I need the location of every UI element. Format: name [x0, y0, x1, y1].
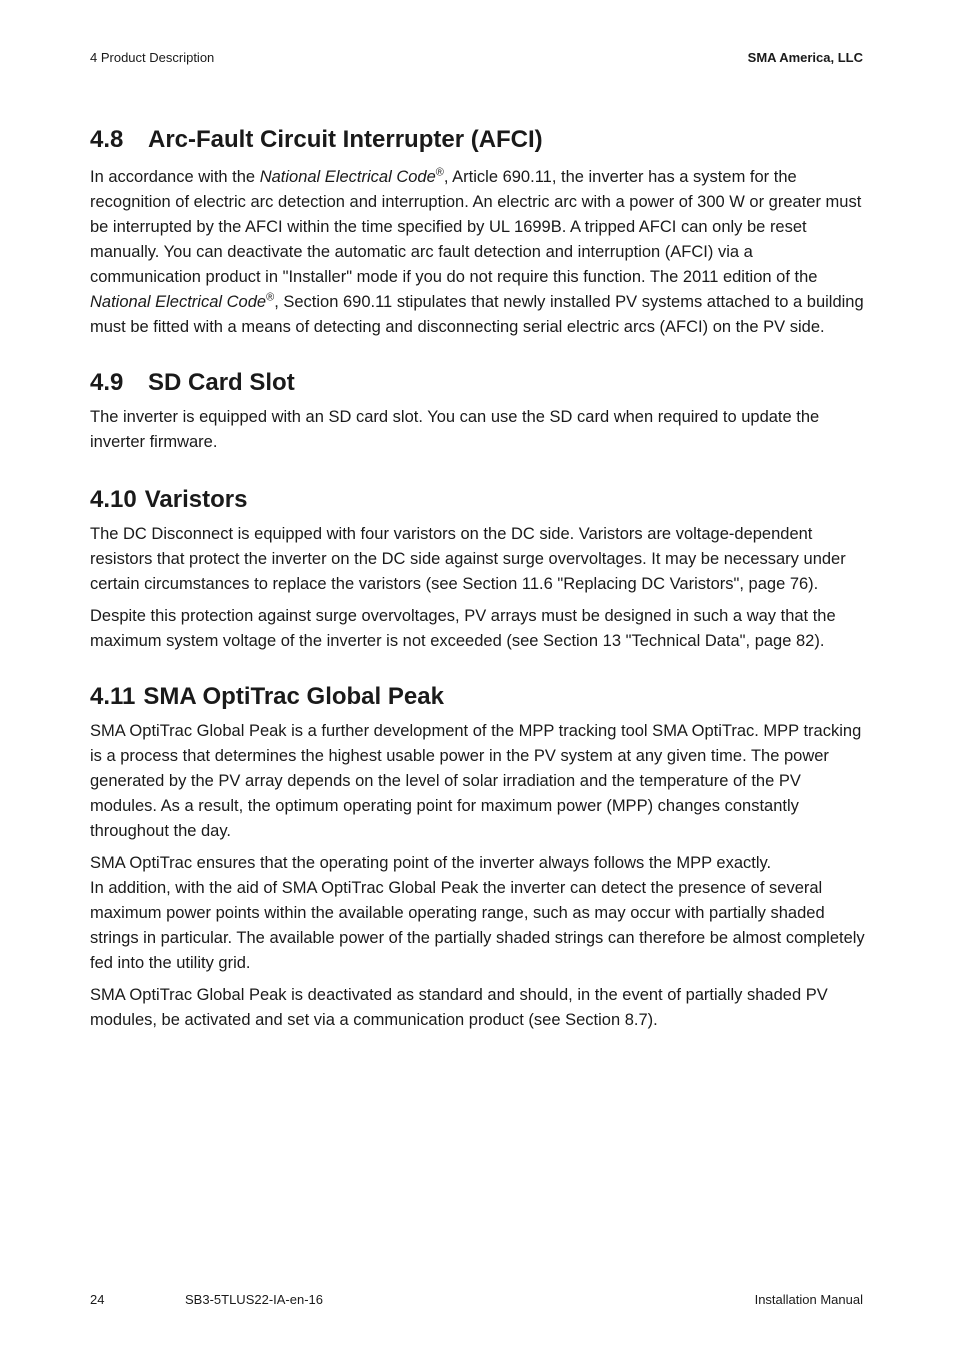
paragraph: SMA OptiTrac Global Peak is a further development of the MPP tracking tool SMA OptiTrac. MPP tracking is a process that determines the highest usable power in the PV system at any given time. The power generated by the PV array depends on the level of solar irradiation and the temperature of the PV modules. As a result, the optimum operating point for maximum power (MPP) changes constantly throughout the day. — [90, 722, 862, 840]
section-number: 4.11 — [90, 683, 136, 710]
paragraph — [90, 165, 865, 340]
page-number: 24 — [90, 1292, 105, 1307]
section-number: 4.8 — [90, 126, 124, 153]
section-number: 4.10 — [90, 486, 137, 513]
section-title: SD Card Slot — [148, 369, 295, 396]
text-run: In addition, with the aid of SMA OptiTrac Global Peak the inverter can detect the presence of several maximum power points within the available operating range, such as may occur with partially shaded strings in particular. The available power of the partially shaded strings can therefore be almost completely fed into the utility grid. — [90, 879, 865, 972]
document-code: SB3-5TLUS22-IA-en-16 — [185, 1292, 324, 1307]
page-content — [90, 124, 865, 1033]
paragraph — [90, 851, 865, 976]
section-heading — [90, 124, 865, 156]
section-optitrac-global-peak — [90, 681, 865, 1033]
paragraph: The inverter is equipped with an SD card slot. You can use the SD card when required to update the inverter firmware. — [90, 408, 820, 451]
nec-italic: National Electrical Code — [259, 168, 436, 186]
running-header-company: SMA America, LLC — [747, 50, 863, 65]
registered-mark: ® — [435, 166, 444, 179]
section-title: Varistors — [144, 486, 248, 513]
text-run: SMA OptiTrac ensures that the operating point of the inverter always follows the MPP exactly. — [90, 854, 772, 872]
text-run: In accordance with the — [90, 168, 260, 186]
running-header-chapter: 4 Product Description — [90, 50, 215, 65]
section-heading — [90, 367, 865, 399]
text-run: , Article 690.11, the inverter has a system for the recognition of electric arc detection and interruption. An electric arc with a power of 300 W or greater must be interrupted by the AFCI within the time specified by UL 1699B. A tripped AFCI can only be reset manually. You can deactivate the automatic arc fault detection and interruption (AFCI) via a communication product in "Installer" mode if you do not require this function. The 2011 edition of the — [90, 168, 862, 286]
section-heading — [90, 681, 865, 713]
paragraph: SMA OptiTrac Global Peak is deactivated as standard and should, in the event of partially shaded PV modules, be activated and set via a communication product (see Section 8.7). — [90, 986, 828, 1029]
section-title: SMA OptiTrac Global Peak — [143, 683, 444, 710]
section-number: 4.9 — [90, 369, 124, 396]
paragraph: Despite this protection against surge overvoltages, PV arrays must be designed in such a way that the maximum system voltage of the inverter is not exceeded (see Section 13 "Technical Data", page 82). — [90, 607, 836, 650]
section-sd-card-slot — [90, 367, 865, 455]
registered-mark: ® — [266, 291, 275, 304]
section-afci — [90, 124, 865, 340]
section-heading — [90, 484, 865, 516]
section-varistors — [90, 484, 865, 654]
document-type: Installation Manual — [754, 1292, 863, 1307]
section-title: Arc-Fault Circuit Interrupter (AFCI) — [148, 126, 543, 153]
text-run: , Section 690.11 stipulates that newly installed PV systems attached to a building must be fitted with a means of detecting and disconnecting serial electric arcs (AFCI) on the PV side. — [90, 293, 864, 336]
paragraph: The DC Disconnect is equipped with four varistors on the DC side. Varistors are voltage-dependent resistors that protect the inverter on the DC side against surge overvoltages. It may be necessary under certain circumstances to replace the varistors (see Section 11.6 "Replacing DC Varistors", page 76). — [90, 525, 846, 593]
nec-italic: National Electrical Code — [90, 293, 267, 311]
